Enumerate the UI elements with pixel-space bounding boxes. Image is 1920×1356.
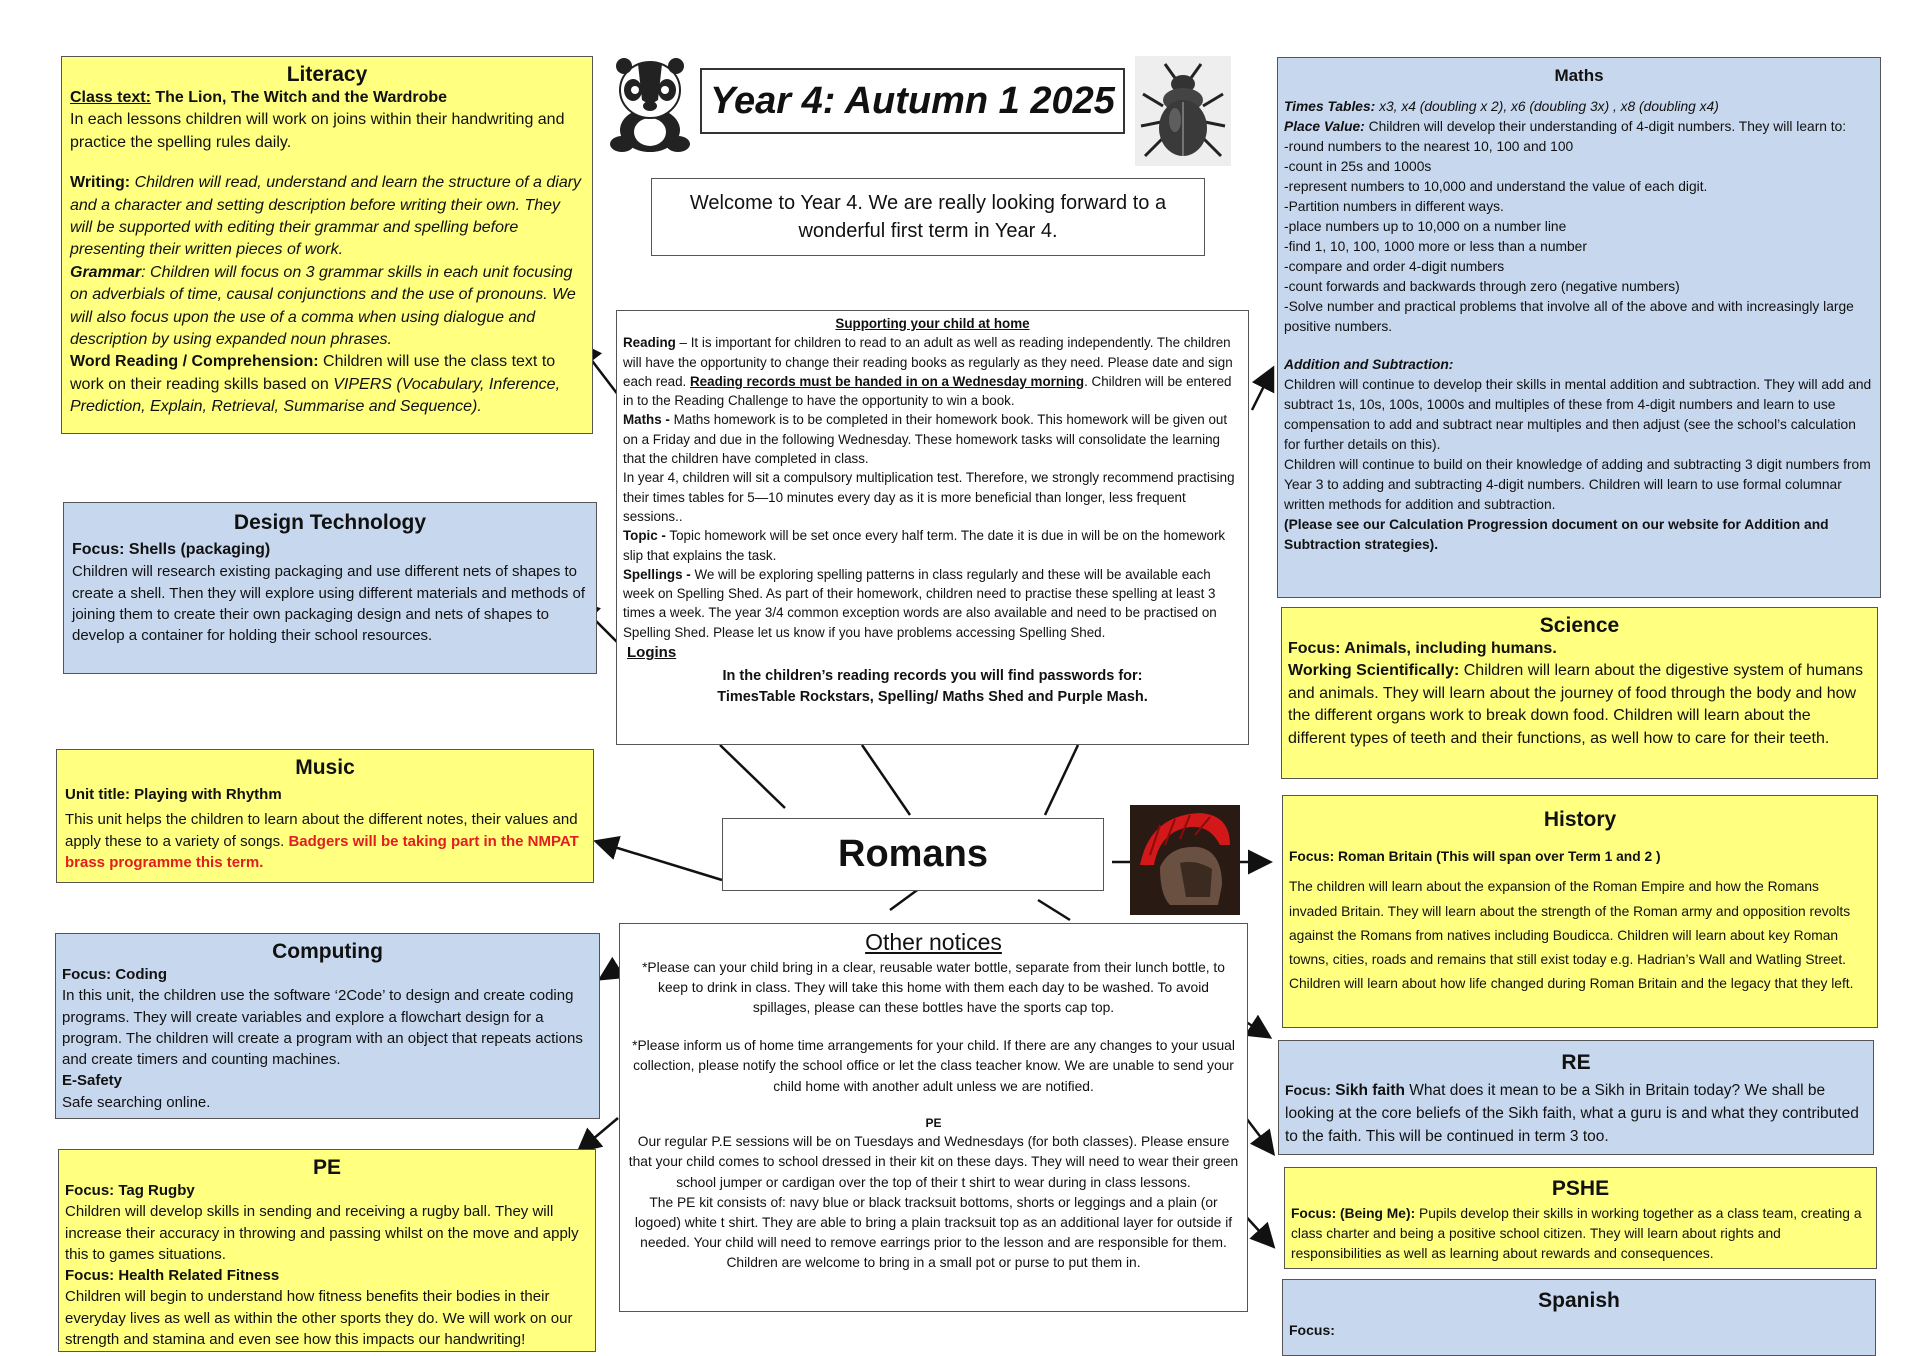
pv-item-2: -count in 25s and 1000s [1284,158,1432,174]
pshe-box [1284,1167,1877,1269]
word-reading-label: Word Reading / Comprehension: [70,353,319,371]
spellings-text: We will be exploring spelling patterns in class regularly and these will be available each week on Spelling Shed. As part of their homework, children need to practise these spelling at least 3 times a week. The year 3/4 common exception words are also available and need to be practised on Spelling Shed. Please let us know if you have problems accessing Spelling Shed. [623,566,1217,640]
spanish-focus: Focus: [1289,1322,1335,1339]
working-scientifically-text: Children will learn about the digestive system of humans and animals. They will learn about the journey of food through the body and how the different organs work to break down food. Children will learn about the different types of teeth and their functions, as well how to care for their teeth. [1288,662,1864,747]
home-time-notice: *Please inform us of home time arrangements for your child. If there are any changes to your usual collection, please notify the school office or let the class teacher know. We are unable to send your child home with another adult unless we are notified. [632,1038,1235,1094]
computing-body: In this unit, the children use the software ‘2Code’ to design and create coding programs. They will create variables and explore a flowchart design for a program. The children will create a program with an object that repeats actions and create timers and counting machines. [62,987,583,1069]
notices-heading: Other notices [865,929,1002,955]
pe-box [58,1149,596,1352]
pe-heading: PE [312,1156,341,1179]
logins-line-2: TimesTable Rockstars, Spelling/ Maths Shed and Purple Mash. [717,688,1148,705]
spanish-heading: Spanish [1538,1289,1620,1312]
pshe-focus: Focus: (Being Me): [1291,1206,1416,1222]
history-body: The children will learn about the expansion of the Roman Empire and how the Romans invaded Britain. They will learn about the strength of the Roman army and opposition revolts against the Romans from natives including Boudicca. Children will learn about key Roman towns, cities, roads and remains that still exist today e.g. Hadrian’s Wall and Watling Street. Children will learn about how life changed during Roman Britain and the legacy that they left. [1289,879,1854,992]
pe-body-fitness: Children will begin to understand how fitness benefits their bodies in their everyday lives as well as within the other sports they do. We will work on our strength and stamina and even see how this impacts our handwriting! [65,1288,573,1349]
pshe-heading: PSHE [1551,1177,1610,1200]
grammar-label: Grammar [70,263,142,281]
literacy-intro: In each lessons children will work on joins within their handwriting and practice the spelling rules daily. [70,111,565,151]
music-body: This unit helps the children to learn about the different notes, their values and apply these to a variety of songs. [65,811,578,850]
design-technology-box [63,502,597,674]
welcome-text: Welcome to Year 4. We are really looking forward to a wonderful first term in Year 4. [689,192,1167,242]
pv-item-6: -find 1, 10, 100, 1000 more or less than a number [1284,238,1587,254]
literacy-box [61,56,593,434]
pshe-body: Pupils develop their skills in working together as a class team, creating a class charter and being a positive school citizen. They will learn about rights and responsibilities as well as learning about rewards and consequences. [1291,1206,1862,1262]
re-heading: RE [1561,1051,1591,1074]
times-tables-label: Times Tables: [1284,98,1376,114]
topic-title: Romans [838,833,988,875]
re-focus-label: Focus: [1285,1081,1331,1098]
logins-line-1: In the children’s reading records you will find passwords for: [722,667,1143,684]
working-scientifically-label: Working Scientifically: [1288,662,1460,680]
esafety-text: Safe searching online. [62,1093,211,1111]
place-value-label: Place Value: [1284,118,1365,134]
supporting-box [616,310,1249,745]
pv-item-9: -Solve number and practical problems that involve all of the above and with increasingly large positive numbers. [1284,298,1854,334]
computing-focus: Focus: Coding [62,966,167,983]
reading-text: – It is important for children to read to an adult as well as reading independently. The children will have the opportunity to change their reading books as regularly as they need. Please date and sign each read. [623,335,1233,389]
pv-item-1: -round numbers to the nearest 10, 100 and 100 [1284,138,1574,154]
history-focus: Focus: Roman Britain (This will span over Term 1 and 2 ) [1289,848,1661,864]
welcome-box [651,178,1205,256]
reading-label: Reading [623,335,676,351]
pe-notice-label: PE [925,1115,942,1130]
music-nmpat: Badgers will be taking part in the NMPAT brass programme this term. [65,832,579,871]
reading-end: . Children will be entered in to the Reading Challenge to have the opportunity to win a book. [623,373,1232,409]
romans-box [722,818,1104,891]
esafety-label: E-Safety [62,1072,123,1090]
times-tables-text: x3, x4 (doubling x 2), x6 (doubling 3x) , x8 (doubling x4) [1375,98,1719,114]
pv-item-8: -count forwards and backwards through zero (negative numbers) [1284,278,1680,294]
topic-homework-label: Topic - [623,528,666,544]
music-unit: Unit title: Playing with Rhythm [65,786,282,803]
beetle-image [1135,56,1231,166]
re-box [1278,1040,1874,1155]
pe-focus-rugby: Focus: Tag Rugby [65,1182,195,1199]
maths-homework-label: Maths - [623,412,670,428]
vipers-text: VIPERS (Vocabulary, Inference, Prediction, Explain, Retrieval, Summarise and Sequence). [70,375,561,416]
history-heading: History [1543,808,1617,831]
supporting-heading: Supporting your child at home [835,316,1030,331]
logins-label: Logins [627,644,677,662]
computing-box [55,933,600,1119]
re-body: What does it mean to be a Sikh in Britain today? We shall be looking at the core beliefs of the Sikh faith, what a guru is and what they contributed to the faith. This will be continued in term 3 too. [1285,1081,1859,1145]
addition-subtraction-label: Addition and Subtraction: [1284,356,1454,372]
water-bottle-notice: *Please can your child bring in a clear, reusable water bottle, separate from their lunch bottle, to keep to drink in class. They will take this home with them each day to be washed. To avoid spillages, please can these bottles have the sports cap top. [642,959,1225,1016]
addition-subtraction-text-1: Children will continue to develop their skills in mental addition and subtraction. They will add and subtract 1s, 10s, 100s, 1000s and multiples of these from 4-digit numbers and learn to use compensation to add and subtract near multiples and then adjust (see the school’s calculation for further details on this). [1284,376,1872,452]
pv-item-4: -Partition numbers in different ways. [1284,198,1504,214]
history-box [1282,795,1878,1028]
dt-focus: Focus: Shells (packaging) [72,541,271,558]
science-focus: Focus: Animals, including humans. [1288,640,1557,657]
science-box [1281,607,1878,779]
title-box [700,68,1125,134]
spanish-box [1282,1279,1876,1356]
writing-label: Writing: [70,174,131,192]
pe-focus-fitness: Focus: Health Related Fitness [65,1267,280,1285]
music-box [56,749,594,883]
dt-heading: Design Technology [233,511,427,534]
page-title: Year 4: Autumn 1 2025 [710,79,1115,122]
pv-item-5: -place numbers up to 10,000 on a number line [1284,218,1567,234]
class-text: The Lion, The Witch and the Wardrobe [150,89,448,106]
other-notices-box [619,923,1248,1312]
computing-heading: Computing [272,940,383,963]
badger-image [600,50,700,154]
maths-homework-text: Maths homework is to be completed in their homework book. This homework will be given out on a Friday and due in the following Wednesday. These homework tasks will consolidate the learning that the children have completed in class. [623,412,1228,467]
pe-kit-notice: The PE kit consists of: navy blue or black tracksuit bottoms, shorts or leggings and a plain (or logoed) white t shirt. They are able to bring a plain tracksuit top as an additional layer for outside if needed. Your child will need to remove earrings prior to the lesson and are responsible for them. Children are welcome to bring in a small pot or purse to put them in. [634,1194,1233,1271]
calculation-progression-note: (Please see our Calculation Progression document on our website for Addition and Subtraction strategies). [1284,516,1829,552]
pe-body-rugby: Children will develop skills in sending and receiving a rugby ball. They will increase their accuracy in throwing and passing whilst on the move and apply this to games situations. [65,1203,579,1263]
reading-records-note: Reading records must be handed in on a Wednesday morning [690,373,1085,389]
re-focus-topic: Sikh faith [1330,1081,1405,1099]
topic-homework-text: Topic homework will be set once every half term. The date it is due in will be on the homework slip that explains the task. [623,528,1226,563]
place-value-text: Children will develop their understanding of 4-digit numbers. They will learn to: [1364,118,1847,134]
music-heading: Music [295,756,355,779]
dt-body: Children will research existing packaging and use different nets of shapes to create a shell. Then they will explore using different materials and methods of joining them to create their own packaging design and nets of shapes to develop a container for holding their school resources. [72,563,586,645]
writing-text: Children will read, understand and learn the structure of a diary and a character and setting description before writing their own. They will be supported with editing their grammar and spelling before presenting their written pieces of work. [70,174,582,259]
maths-box [1277,57,1881,598]
pv-item-7: -compare and order 4-digit numbers [1284,258,1505,274]
spellings-label: Spellings - [623,566,691,582]
pe-sessions-notice: Our regular P.E sessions will be on Tuesdays and Wednesdays (for both classes). Please ensure that your child comes to school dressed in their kit on these days. They will need to wear their green school jumper or cardigan over the top of their t shirt to wear during in class lessons. [628,1134,1239,1190]
roman-helmet-image [1130,805,1240,915]
multiplication-test-text: In year 4, children will sit a compulsory multiplication test. Therefore, we strongly recommend practising their times tables for 5—10 minutes every day as it is more beneficial than longer, less frequent sessions.. [623,470,1235,524]
class-text-label: Class text: [70,89,151,106]
science-heading: Science [1539,614,1620,637]
word-reading-text: Children will use the class text to work on their reading skills based on [70,353,556,393]
pv-item-3: -represent numbers to 10,000 and understand the value of each digit. [1284,178,1708,194]
literacy-heading: Literacy [286,63,368,86]
maths-heading: Maths [1554,66,1604,85]
grammar-text: : Children will focus on 3 grammar skills in each unit focusing on adverbials of time, causal conjunctions and the use of pronouns. We will also focus upon the use of a comma when using dialogue and description by using expanded noun phrases. [70,263,576,348]
addition-subtraction-text-2: Children will continue to build on their knowledge of adding and subtracting 3 digit numbers from Year 3 to adding and subtracting 4-digit numbers. Children will learn to use formal columnar written methods for addition and subtraction. [1284,456,1871,512]
